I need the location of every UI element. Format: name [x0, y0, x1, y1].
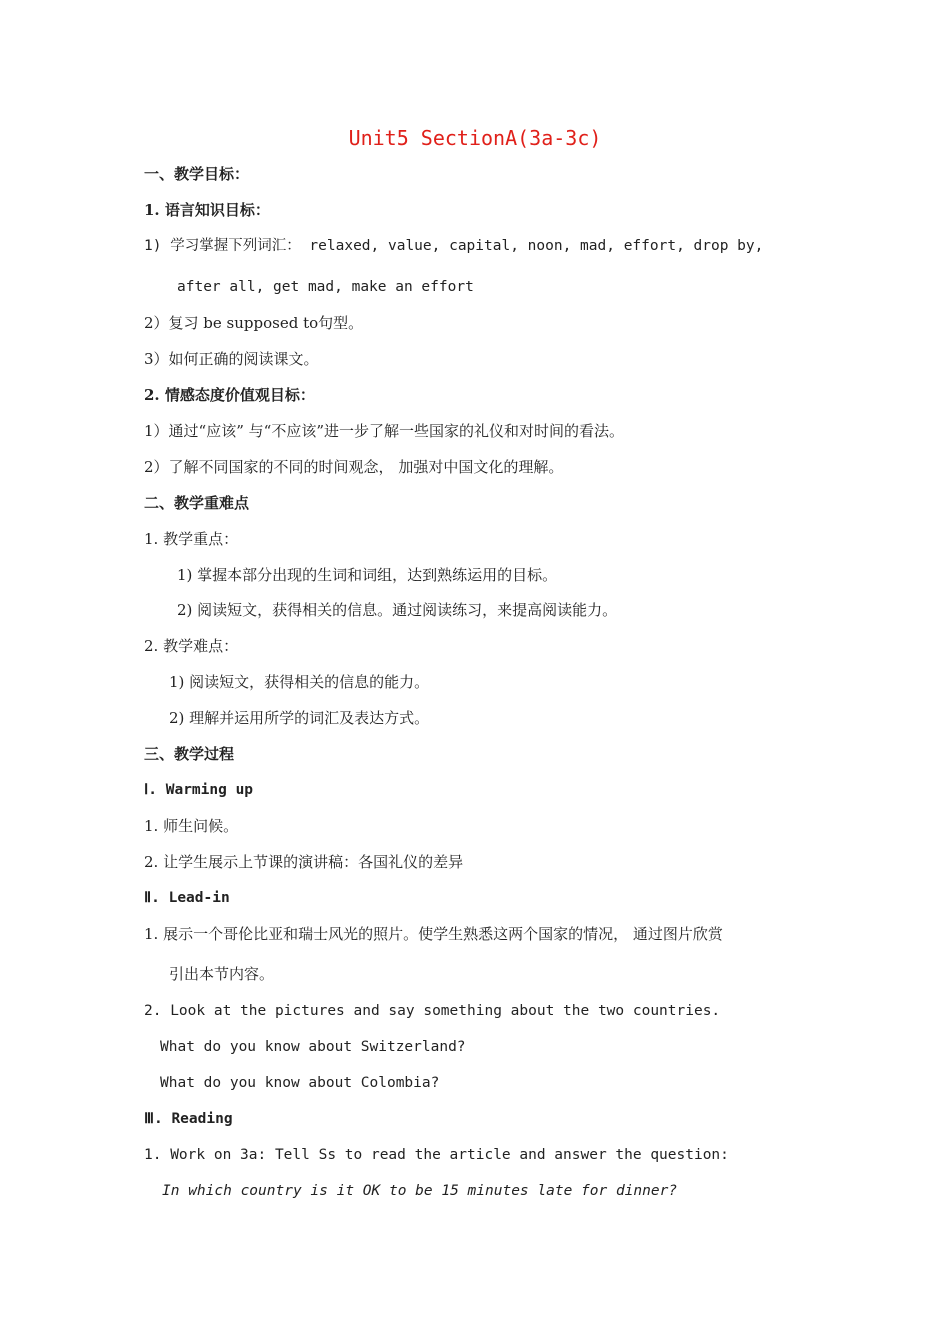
text-line: 2）了解不同国家的不同的时间观念， 加强对中国文化的理解。: [144, 458, 564, 476]
subheading-warming-up: Ⅰ. Warming up: [144, 782, 254, 798]
subheading-lead-in: Ⅱ. Lead-in: [144, 890, 230, 906]
text-line: 2. 教学难点：: [144, 637, 239, 655]
text-line: 2. Look at the pictures and say something about the two countries.: [144, 1003, 721, 1019]
text-line: 3）如何正确的阅读课文。: [144, 350, 319, 368]
section-heading-process: 三、教学过程: [144, 745, 235, 763]
text-line: What do you know about Colombia?: [160, 1075, 440, 1091]
subheading-values-goals: 2. 情感态度价值观目标：: [144, 386, 315, 404]
question-line: In which country is it OK to be 15 minutes late for dinner?: [162, 1183, 678, 1199]
text-line: 2) 理解并运用所学的词汇及表达方式。: [169, 709, 430, 727]
text-line: 2）复习 be supposed to句型。: [144, 314, 364, 332]
text-line: after all, get mad, make an effort: [177, 279, 474, 295]
subheading-language-goals: 1. 语言知识目标：: [144, 201, 270, 219]
section-heading-key-points: 二、教学重难点: [144, 494, 250, 512]
text-line: 1. 展示一个哥伦比亚和瑞士风光的照片。使学生熟悉这两个国家的情况， 通过图片欣赏: [144, 925, 723, 943]
text-line: 1. 师生问候。: [144, 817, 239, 835]
section-heading-objectives: 一、教学目标：: [144, 165, 250, 183]
subheading-reading: Ⅲ. Reading: [144, 1111, 233, 1127]
text-line: 1) 阅读短文，获得相关的信息的能力。: [169, 673, 430, 691]
text-line: 1) 掌握本部分出现的生词和词组，达到熟练运用的目标。: [177, 566, 558, 584]
text-line: 1. 教学重点：: [144, 530, 239, 548]
text-line: What do you know about Switzerland?: [160, 1039, 466, 1055]
text-line: 2. 让学生展示上节课的演讲稿：各国礼仪的差异: [144, 853, 464, 871]
text-line: 2) 阅读短文，获得相关的信息。通过阅读练习，来提高阅读能力。: [177, 601, 618, 619]
document-title: Unit5 SectionA(3a-3c): [348, 126, 602, 150]
text-line: 1) 学习掌握下列词汇： relaxed, value, capital, noon, mad, effort, drop by,: [144, 238, 764, 254]
text-line: 引出本节内容。: [169, 965, 275, 983]
text-line: 1）通过“应该” 与“不应该”进一步了解一些国家的礼仪和对时间的看法。: [144, 422, 624, 440]
text-line: 1. Work on 3a: Tell Ss to read the article and answer the question:: [144, 1147, 729, 1163]
